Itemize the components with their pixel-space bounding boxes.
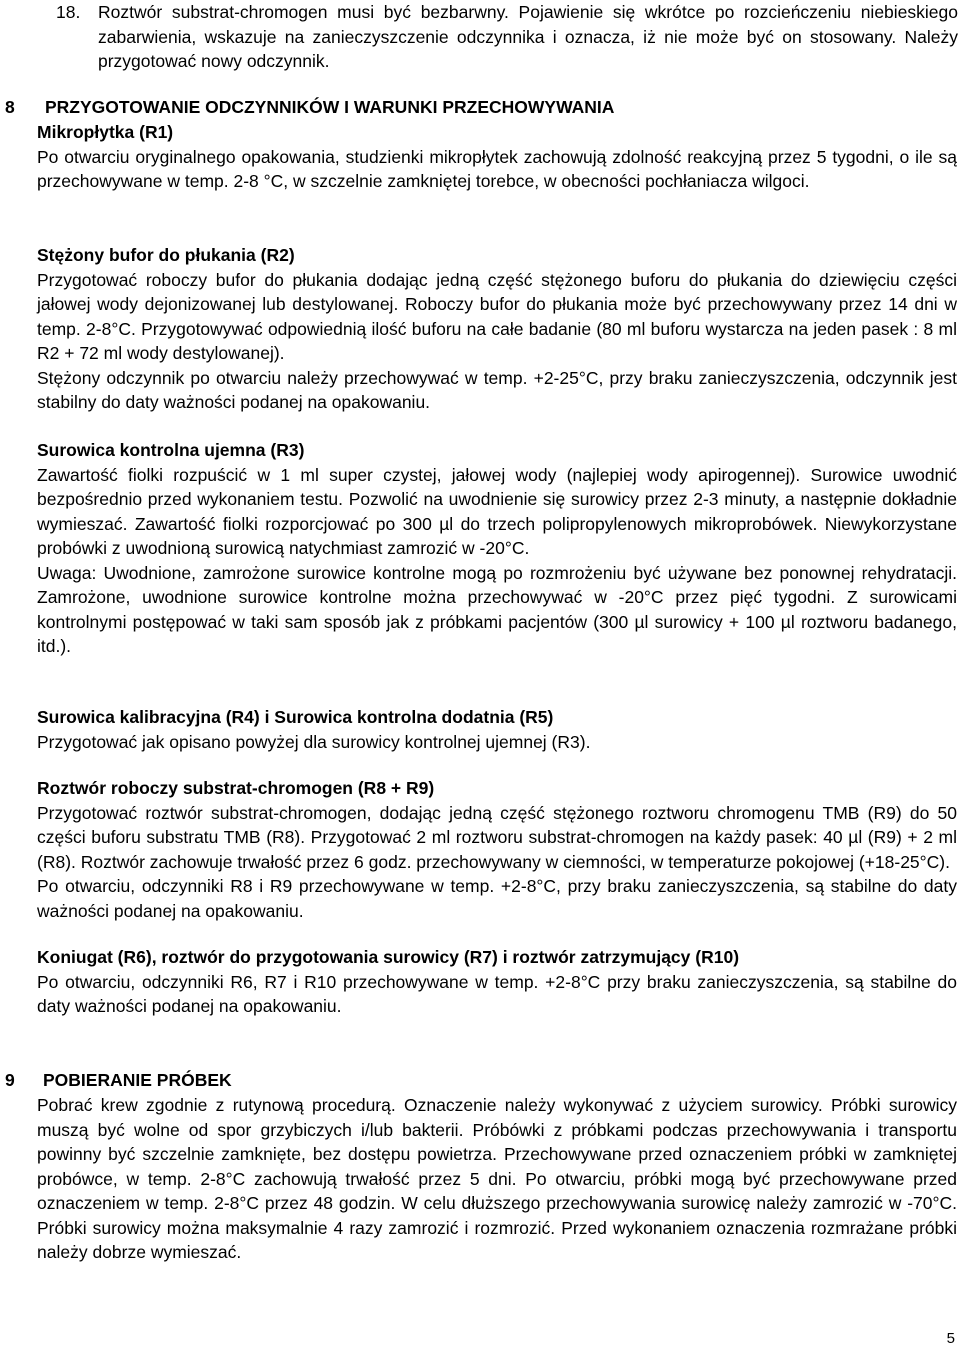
paragraph: Zawartość fiolki rozpuścić w 1 ml super czystej, jałowej wody (najlepiej wody apirogennej). Surowice uwodnić bezpośrednio przed wykonaniem testu. Pozwolić na uwodnienie się surowicy przez 2-3 minuty, a następnie dokładnie wymieszać. Zawartość fiolki rozporcjować po 300 µl do trzech polipropylenowych mikroprobówek. Niewykorzystane probówki z uwodnioną surowicą natychmiast zamrozić w -20°C. — [37, 464, 957, 558]
list-item-18 — [0, 0, 960, 74]
list-item-number: 18. — [56, 2, 81, 22]
page-number: 5 — [946, 1329, 955, 1347]
subsection-heading: Roztwór roboczy substrat-chromogen (R8 + R9) — [37, 778, 435, 798]
paragraph: Stężony odczynnik po otwarciu należy przechowywać w temp. +2-25°C, przy braku zanieczyszczenia, odczynnik jest stabilny do daty ważności podanej na opakowaniu. — [37, 367, 957, 412]
paragraph: Uwaga: Uwodnione, zamrożone surowice kontrolne mogą po rozmrożeniu być używane bez ponownej rehydratacji. Zamrożone, uwodnione surowice kontrolne można przechowywać w -20°C przez pięć tygodni. Z surowicami kontrolnymi postępować w taki sam sposób jak z próbkami pacjentów (300 µl surowicy + 100 µl roztworu badanego, itd.). — [37, 562, 957, 656]
section-title: PRZYGOTOWANIE ODCZYNNIKÓW I WARUNKI PRZECHOWYWANIA — [45, 97, 615, 117]
subsection-heading: Surowica kalibracyjna (R4) i Surowica kontrolna dodatnia (R5) — [37, 707, 554, 727]
section-number: 8 — [5, 97, 15, 117]
subsection-substrate-chromogen — [37, 776, 957, 923]
subsection-calibrator — [37, 705, 957, 754]
section-number: 9 — [5, 1070, 15, 1090]
subsection-wash-buffer — [37, 243, 957, 415]
section-9-heading — [5, 1068, 955, 1093]
section-8-heading — [5, 95, 955, 120]
paragraph: Po otwarciu, odczynniki R6, R7 i R10 przechowywane w temp. +2-8°C przy braku zanieczyszczenia, są stabilne do daty ważności podanej na opakowaniu. — [37, 971, 957, 1016]
subsection-microplate — [37, 120, 957, 194]
section-title: POBIERANIE PRÓBEK — [43, 1070, 232, 1090]
paragraph: Po otwarciu, odczynniki R8 i R9 przechowywane w temp. +2-8°C, przy braku zanieczyszczenia, są stabilne do daty ważności podanej na opakowaniu. — [37, 876, 957, 921]
paragraph: Przygotować jak opisano powyżej dla surowicy kontrolnej ujemnej (R3). — [37, 731, 591, 752]
subsection-heading: Koniugat (R6), roztwór do przygotowania surowicy (R7) i roztwór zatrzymujący (R10) — [37, 947, 740, 967]
section-9-body — [37, 1093, 957, 1265]
subsection-heading: Mikropłytka (R1) — [37, 122, 174, 142]
paragraph: Przygotować roboczy bufor do płukania dodając jedną część stężonego buforu do płukania do dziewięciu części jałowej wody dejonizowanej lub destylowanej. Roboczy bufor do płukania może być przechowywany przez 14 dni w temp. 2-8°C. Przygotowywać odpowiednią ilość buforu na całe badanie (80 ml buforu wystarcza na jeden pasek : 8 ml R2 + 72 ml wody destylowanej). — [37, 269, 957, 363]
subsection-negative-control — [37, 438, 957, 659]
list-item-text: Roztwór substrat-chromogen musi być bezbarwny. Pojawienie się wkrótce po rozcieńczeniu niebieskiego zabarwienia, wskazuje na zanieczyszczenie odczynnika i oznacza, iż nie może być on stosowany. Należy przygotować nowy odczynnik. — [98, 2, 958, 71]
subsection-conjugate — [37, 945, 957, 1019]
paragraph: Przygotować roztwór substrat-chromogen, dodając jedną część stężonego roztworu chromogenu TMB (R9) do 50 części buforu substratu TMB (R8). Przygotować 2 ml roztworu substrat-chromogen na każdy pasek: 40 µl (R9) + 2 ml (R8). Roztwór zachowuje trwałość przez 6 godz. przechowywany w ciemności, w temperaturze pokojowej (+18-25°C). — [37, 802, 957, 872]
paragraph: Po otwarciu oryginalnego opakowania, studzienki mikropłytek zachowują zdolność reakcyjną przez 5 tygodni, o ile są przechowywane w temp. 2-8 °C, w szczelnie zamkniętej torebce, w obecności pochłaniacza wilgoci. — [37, 146, 957, 191]
paragraph: Pobrać krew zgodnie z rutynową procedurą. Oznaczenie należy wykonywać z użyciem surowicy. Próbki surowicy muszą być wolne od spor grzybiczych i/lub bakterii. Próbówki z próbkami podczas przechowywania i transportu powinny być szczelnie zamknięte, bez dostępu powietrza. Przechowywane przed oznaczeniem próbki w zamkniętej probówce, w temp. 2-8°C zachowują trwałość przez 5 dni. Po otwarciu, próbki mogą być przechowywane przed oznaczeniem w temp. 2-8°C przez 48 godzin. W celu dłuższego przechowywania surowicę należy zamrozić w -70°C. Próbki surowicy można maksymalnie 4 razy zamrozić i rozmrozić. Przed wykonaniem oznaczenia rozmrażane próbki należy dobrze wymieszać. — [37, 1095, 957, 1262]
subsection-heading: Surowica kontrolna ujemna (R3) — [37, 440, 305, 460]
subsection-heading: Stężony bufor do płukania (R2) — [37, 245, 295, 265]
